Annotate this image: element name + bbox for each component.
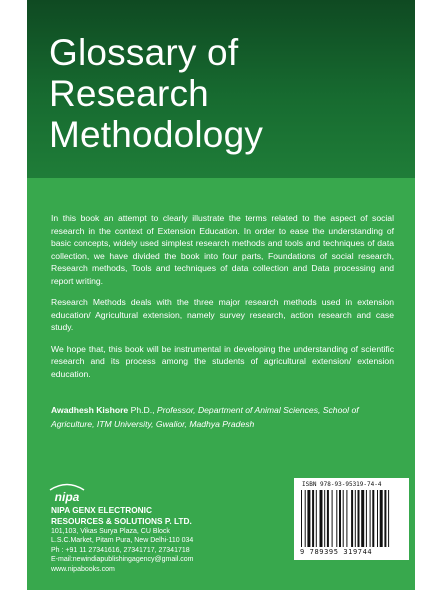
author-affiliation: Professor, Department of Animal Sciences, School of Agriculture, ITM University, Gwalior, Madhya Pradesh (51, 405, 359, 429)
barcode-icon (301, 490, 403, 547)
logo-text: nipa (54, 490, 80, 504)
publisher-phone: Ph : +91 11 27341616, 27341717, 27341718 (51, 546, 190, 554)
isbn-text: ISBN 978-93-95319-74-4 (302, 481, 382, 488)
blurb-paragraph: Research Methods deals with the three major research methods used in extension education/ Agricultural extension, namely survey research, action research and case study. (51, 297, 394, 332)
publisher-address: L.S.C.Market, Pitam Pura, New Delhi-110 034 (51, 537, 194, 545)
publisher-info (51, 505, 271, 574)
publisher-email[interactable]: E-mail:newindiapublishingagency@gmail.com (51, 556, 194, 564)
title-line: Methodology (49, 114, 264, 155)
nipa-logo-icon (47, 482, 87, 504)
title-line: Glossary of (49, 32, 239, 73)
book-back-cover (27, 0, 415, 590)
title-line: Research (49, 73, 209, 114)
blurb (51, 212, 394, 389)
barcode-number: 9 789395 319744 (300, 548, 373, 556)
author-name: Awadhesh Kishore (51, 405, 129, 415)
blurb-paragraph: In this book an attempt to clearly illustrate the terms related to the aspect of social research in the context of Extension Education. In order to ease the understanding of basic concepts, widely used simplest research methods and tools and techniques of data collection, we have divided the book into four parts, Foundations of social research, Research methods, Tools and techniques of data collection and Data processing and report writing. (51, 213, 394, 286)
publisher-address: 101,103, Vikas Surya Plaza, CU Block (51, 528, 170, 535)
author-degree: Ph.D., (128, 405, 157, 415)
publisher-website[interactable]: www.nipabooks.com (51, 565, 115, 573)
blurb-paragraph: We hope that, this book will be instrumental in developing the understanding of scientific research and its process among the students of agricultural extension/ extension education. (51, 343, 394, 379)
title-band (27, 0, 415, 178)
book-title (49, 32, 399, 155)
barcode-panel (294, 478, 409, 560)
author-bio (51, 404, 396, 431)
publisher-name: NIPA GENX ELECTRONIC (51, 505, 152, 515)
publisher-name: RESOURCES & SOLUTIONS P. LTD. (51, 516, 192, 526)
